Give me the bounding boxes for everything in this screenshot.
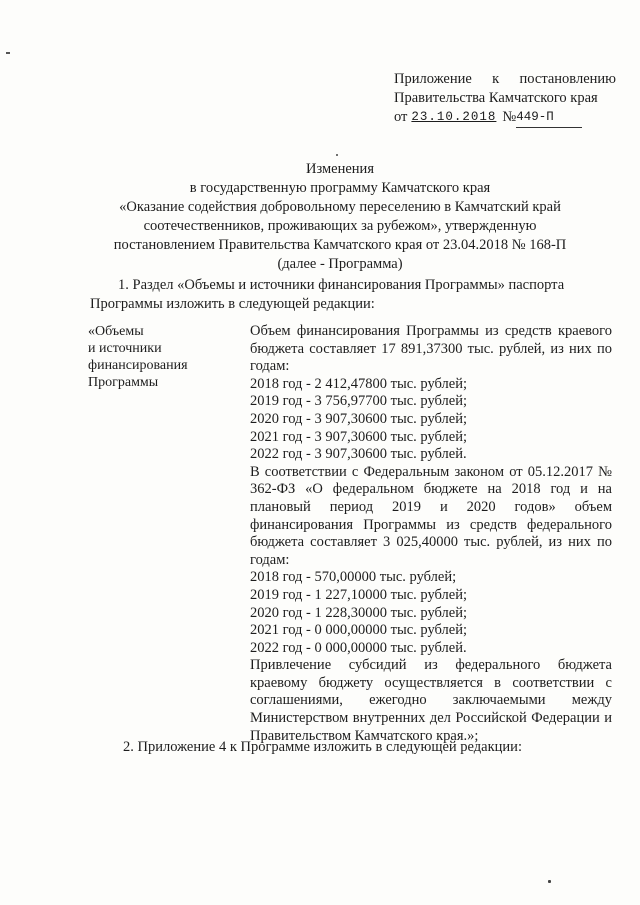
regional-year-row: 2020 год - 3 907,30600 тыс. рублей; — [250, 410, 467, 427]
passport-label-line: Программы — [88, 375, 159, 390]
regional-year-row: 2018 год - 2 412,47800 тыс. рублей; — [250, 375, 467, 392]
item-2: 2. Приложение 4 к Программе изложить в следующей редакции: — [123, 739, 522, 755]
title-line: соотечественников, проживающих за рубежом», утвержденную — [143, 218, 537, 234]
title-line: «Оказание содействия добровольному переселению в Камчатский край — [119, 199, 561, 215]
passport-right-column — [250, 323, 612, 745]
federal-year-row: 2018 год - 570,00000 тыс. рублей; — [250, 569, 457, 586]
regional-intro: Объем финансирования Программы из средств краевого бюджета составляет 17 891,37300 тыс. рублей, из них по годам: — [250, 323, 612, 375]
federal-year-row: 2019 год - 1 227,10000 тыс. рублей; — [250, 586, 467, 603]
scan-mark — [6, 52, 10, 54]
approval-line-3 — [394, 108, 616, 128]
approval-prefix: от — [394, 109, 408, 125]
title-heading: Изменения — [306, 161, 374, 177]
regional-year-row: 2019 год - 3 756,97700 тыс. рублей; — [250, 393, 467, 410]
subsidy-text: Привлечение субсидий из федерального бюджета краевому бюджету осуществляется в соответствии с соглашениями, ежегодно заключаемыми между Министерством внутренних дел Российской Федерации и Правительством Камчатского края.»; — [250, 657, 612, 744]
passport-label-line: и источники — [88, 341, 162, 356]
approval-stamp — [394, 70, 616, 128]
item-1 — [90, 276, 610, 314]
approval-date: 23.10.2018 — [411, 110, 497, 124]
document-title — [90, 160, 590, 274]
regional-year-row: 2022 год - 3 907,30600 тыс. рублей. — [250, 446, 467, 463]
title-line: (далее - Программа) — [277, 256, 403, 272]
approval-line-2: Правительства Камчатского края — [394, 90, 598, 106]
approval-word-3: постановлению — [519, 71, 616, 87]
approval-line-1 — [394, 70, 616, 89]
scan-speck — [336, 154, 338, 156]
scan-speck — [548, 880, 551, 883]
passport-label-line: финансирования — [88, 358, 188, 373]
passport-label-line: «Объемы — [88, 324, 144, 339]
federal-year-row: 2020 год - 1 228,30000 тыс. рублей; — [250, 604, 467, 621]
federal-year-row: 2021 год - 0 000,00000 тыс. рублей; — [250, 622, 467, 639]
federal-year-row: 2022 год - 0 000,00000 тыс. рублей. — [250, 639, 467, 656]
federal-intro: В соответствии с Федеральным законом от 05.12.2017 № 362-ФЗ «О федеральном бюджете на 2018 год и на плановый период 2019 и 2020 годов» объем финансирования Программы из средств федерального бюджета составляет 3 025,40000 тыс. рублей, из них по годам: — [250, 463, 612, 568]
regional-year-row: 2021 год - 3 907,30600 тыс. рублей; — [250, 428, 467, 445]
title-line: в государственную программу Камчатского края — [189, 180, 491, 196]
approval-number-sign: № — [502, 109, 517, 125]
title-line: постановлением Правительства Камчатского края от 23.04.2018 № 168-П — [113, 237, 567, 253]
approval-word-1: Приложение — [394, 71, 472, 87]
passport-left-column — [88, 323, 238, 391]
approval-number: 449-П — [516, 108, 582, 128]
item-1-line-2: Программы изложить в следующей редакции: — [90, 296, 375, 312]
item-1-line-1: 1. Раздел «Объемы и источники финансирования Программы» паспорта — [118, 277, 565, 293]
approval-word-2: к — [492, 71, 500, 87]
